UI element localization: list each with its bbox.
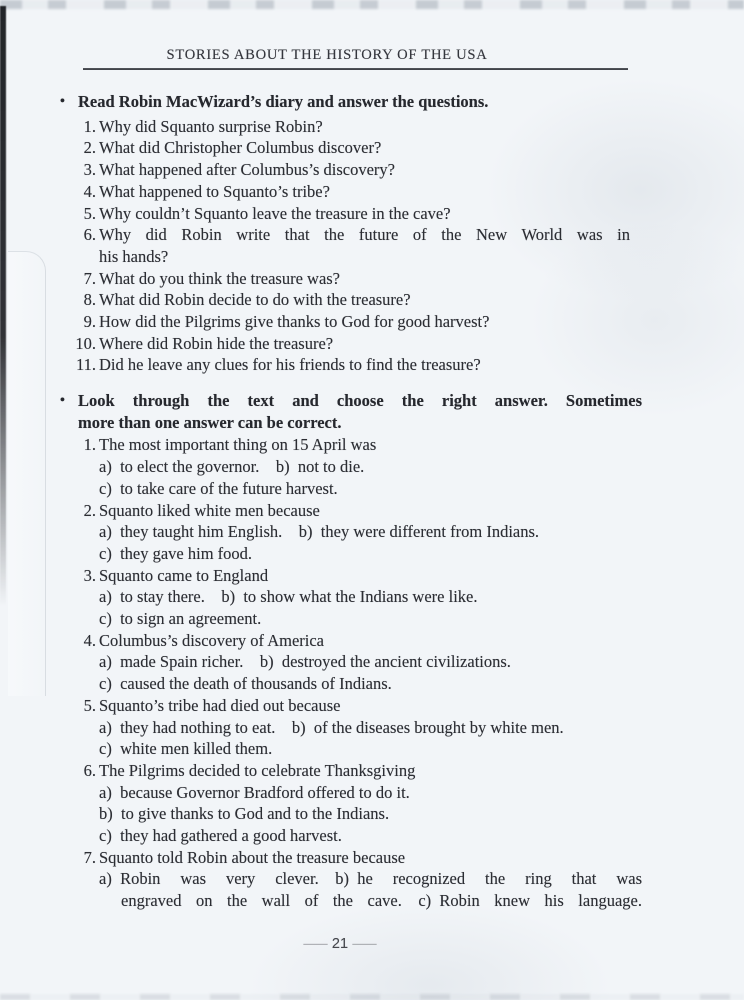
item-number: 7. bbox=[83, 847, 96, 867]
option-line: a) they had nothing to eat. b) of the diseases brought by white men. bbox=[99, 717, 564, 737]
choice-item-list bbox=[60, 434, 642, 911]
question-item bbox=[60, 203, 630, 225]
option-line: a) to stay there. b) to show what the Indians were like. bbox=[99, 587, 478, 607]
question-line-2: his hands? bbox=[99, 246, 169, 266]
item-stem: Squanto liked white men because bbox=[99, 500, 320, 520]
question-number: 10. bbox=[75, 333, 96, 353]
choice-item bbox=[60, 695, 642, 760]
scan-edge-top bbox=[0, 0, 744, 9]
option-line: a) because Governor Bradford offered to do it. bbox=[99, 782, 410, 802]
question-item bbox=[60, 137, 630, 159]
option-line: a) to elect the governor. b) not to die. bbox=[99, 457, 365, 477]
question-line-1: Why did Robin write that the future of the New World was in bbox=[99, 225, 630, 245]
item-number: 6. bbox=[83, 760, 96, 780]
question-number: 1. bbox=[83, 116, 96, 136]
bullet-icon: • bbox=[60, 393, 65, 408]
page-number-dash-left: — bbox=[303, 936, 328, 952]
item-number: 4. bbox=[83, 630, 96, 650]
option-line: a) made Spain richer. b) destroyed the ancient civilizations. bbox=[99, 652, 511, 672]
item-stem: Squanto’s tribe had died out because bbox=[99, 695, 341, 715]
question-text: What happened to Squanto’s tribe? bbox=[99, 181, 330, 201]
item-stem: The most important thing on 15 April was bbox=[99, 435, 377, 455]
question-text: Where did Robin hide the treasure? bbox=[99, 333, 334, 353]
page-number-value: 21 bbox=[331, 936, 349, 952]
question-text bbox=[99, 224, 630, 267]
question-text: How did the Pilgrims give thanks to God for good harvest? bbox=[99, 312, 490, 332]
choice-item bbox=[60, 434, 642, 499]
question-number: 7. bbox=[83, 268, 96, 288]
question-number: 5. bbox=[83, 203, 96, 223]
exercise-1 bbox=[60, 91, 630, 376]
item-stem: Squanto came to England bbox=[99, 565, 269, 585]
header-rule bbox=[83, 68, 628, 70]
option-line: c) to sign an agreement. bbox=[99, 609, 262, 629]
instruction-line-1: Look through the text and choose the right answer. Sometimes bbox=[78, 391, 642, 410]
question-number: 11. bbox=[75, 355, 96, 375]
item-number: 1. bbox=[83, 435, 96, 455]
question-number: 2. bbox=[83, 138, 96, 158]
option-line: c) to take care of the future harvest. bbox=[99, 478, 338, 498]
option-line: engraved on the wall of the cave. c) Robin knew his language. bbox=[121, 891, 642, 911]
scan-edge-left bbox=[0, 6, 6, 606]
question-text: Why did Squanto surprise Robin? bbox=[99, 116, 323, 136]
page-number-dash-right: — bbox=[352, 936, 377, 952]
page-number bbox=[270, 935, 410, 953]
question-number: 3. bbox=[83, 160, 96, 180]
item-number: 5. bbox=[83, 695, 96, 715]
question-item bbox=[60, 289, 630, 311]
scan-edge-bottom bbox=[0, 994, 744, 1000]
item-number: 2. bbox=[83, 500, 96, 520]
question-item bbox=[60, 116, 630, 138]
question-text: What do you think the treasure was? bbox=[99, 268, 341, 288]
question-number: 9. bbox=[83, 312, 96, 332]
option-line: a) Robin was very clever. b) he recognized the ring that was bbox=[99, 869, 642, 889]
question-item bbox=[60, 181, 630, 203]
question-item bbox=[60, 311, 630, 333]
question-list bbox=[60, 116, 630, 376]
choice-item bbox=[60, 760, 642, 847]
question-item bbox=[60, 159, 630, 181]
option-line: c) they had gathered a good harvest. bbox=[99, 826, 342, 846]
exercise-2 bbox=[60, 390, 642, 912]
question-item bbox=[60, 268, 630, 290]
option-line: b) to give thanks to God and to the Indians. bbox=[99, 804, 390, 824]
item-stem: Columbus’s discovery of America bbox=[99, 630, 325, 650]
instruction-text bbox=[78, 390, 642, 433]
item-number: 3. bbox=[83, 565, 96, 585]
choice-item bbox=[60, 630, 642, 695]
question-text: Did he leave any clues for his friends to find the treasure? bbox=[99, 355, 481, 375]
choice-item bbox=[60, 500, 642, 565]
option-line: a) they taught him English. b) they were different from Indians. bbox=[99, 522, 540, 542]
item-stem: The Pilgrims decided to celebrate Thanksgiving bbox=[99, 760, 416, 780]
item-stem: Squanto told Robin about the treasure because bbox=[99, 847, 406, 867]
question-item bbox=[60, 333, 630, 355]
instruction-line-2: more than one answer can be correct. bbox=[78, 412, 342, 432]
question-item bbox=[60, 354, 630, 376]
choice-item bbox=[60, 847, 642, 912]
page-crease bbox=[8, 251, 46, 696]
option-line: c) they gave him food. bbox=[99, 543, 253, 563]
question-number: 8. bbox=[83, 290, 96, 310]
question-text: What did Christopher Columbus discover? bbox=[99, 138, 382, 158]
question-text: What happened after Columbus’s discovery? bbox=[99, 160, 395, 180]
question-text: What did Robin decide to do with the treasure? bbox=[99, 290, 411, 310]
bullet-icon: • bbox=[60, 94, 65, 109]
question-number: 4. bbox=[83, 181, 96, 201]
exercise-1-instruction bbox=[60, 91, 630, 113]
question-item bbox=[60, 224, 630, 267]
option-line: c) caused the death of thousands of Indians. bbox=[99, 674, 392, 694]
option-line: c) white men killed them. bbox=[99, 739, 273, 759]
running-header: STORIES ABOUT THE HISTORY OF THE USA bbox=[166, 47, 488, 63]
question-text: Why couldn’t Squanto leave the treasure in the cave? bbox=[99, 203, 451, 223]
exercise-2-instruction bbox=[60, 390, 642, 433]
instruction-text: Read Robin MacWizard’s diary and answer the questions. bbox=[78, 92, 489, 111]
question-number: 6. bbox=[83, 225, 96, 245]
choice-item bbox=[60, 565, 642, 630]
